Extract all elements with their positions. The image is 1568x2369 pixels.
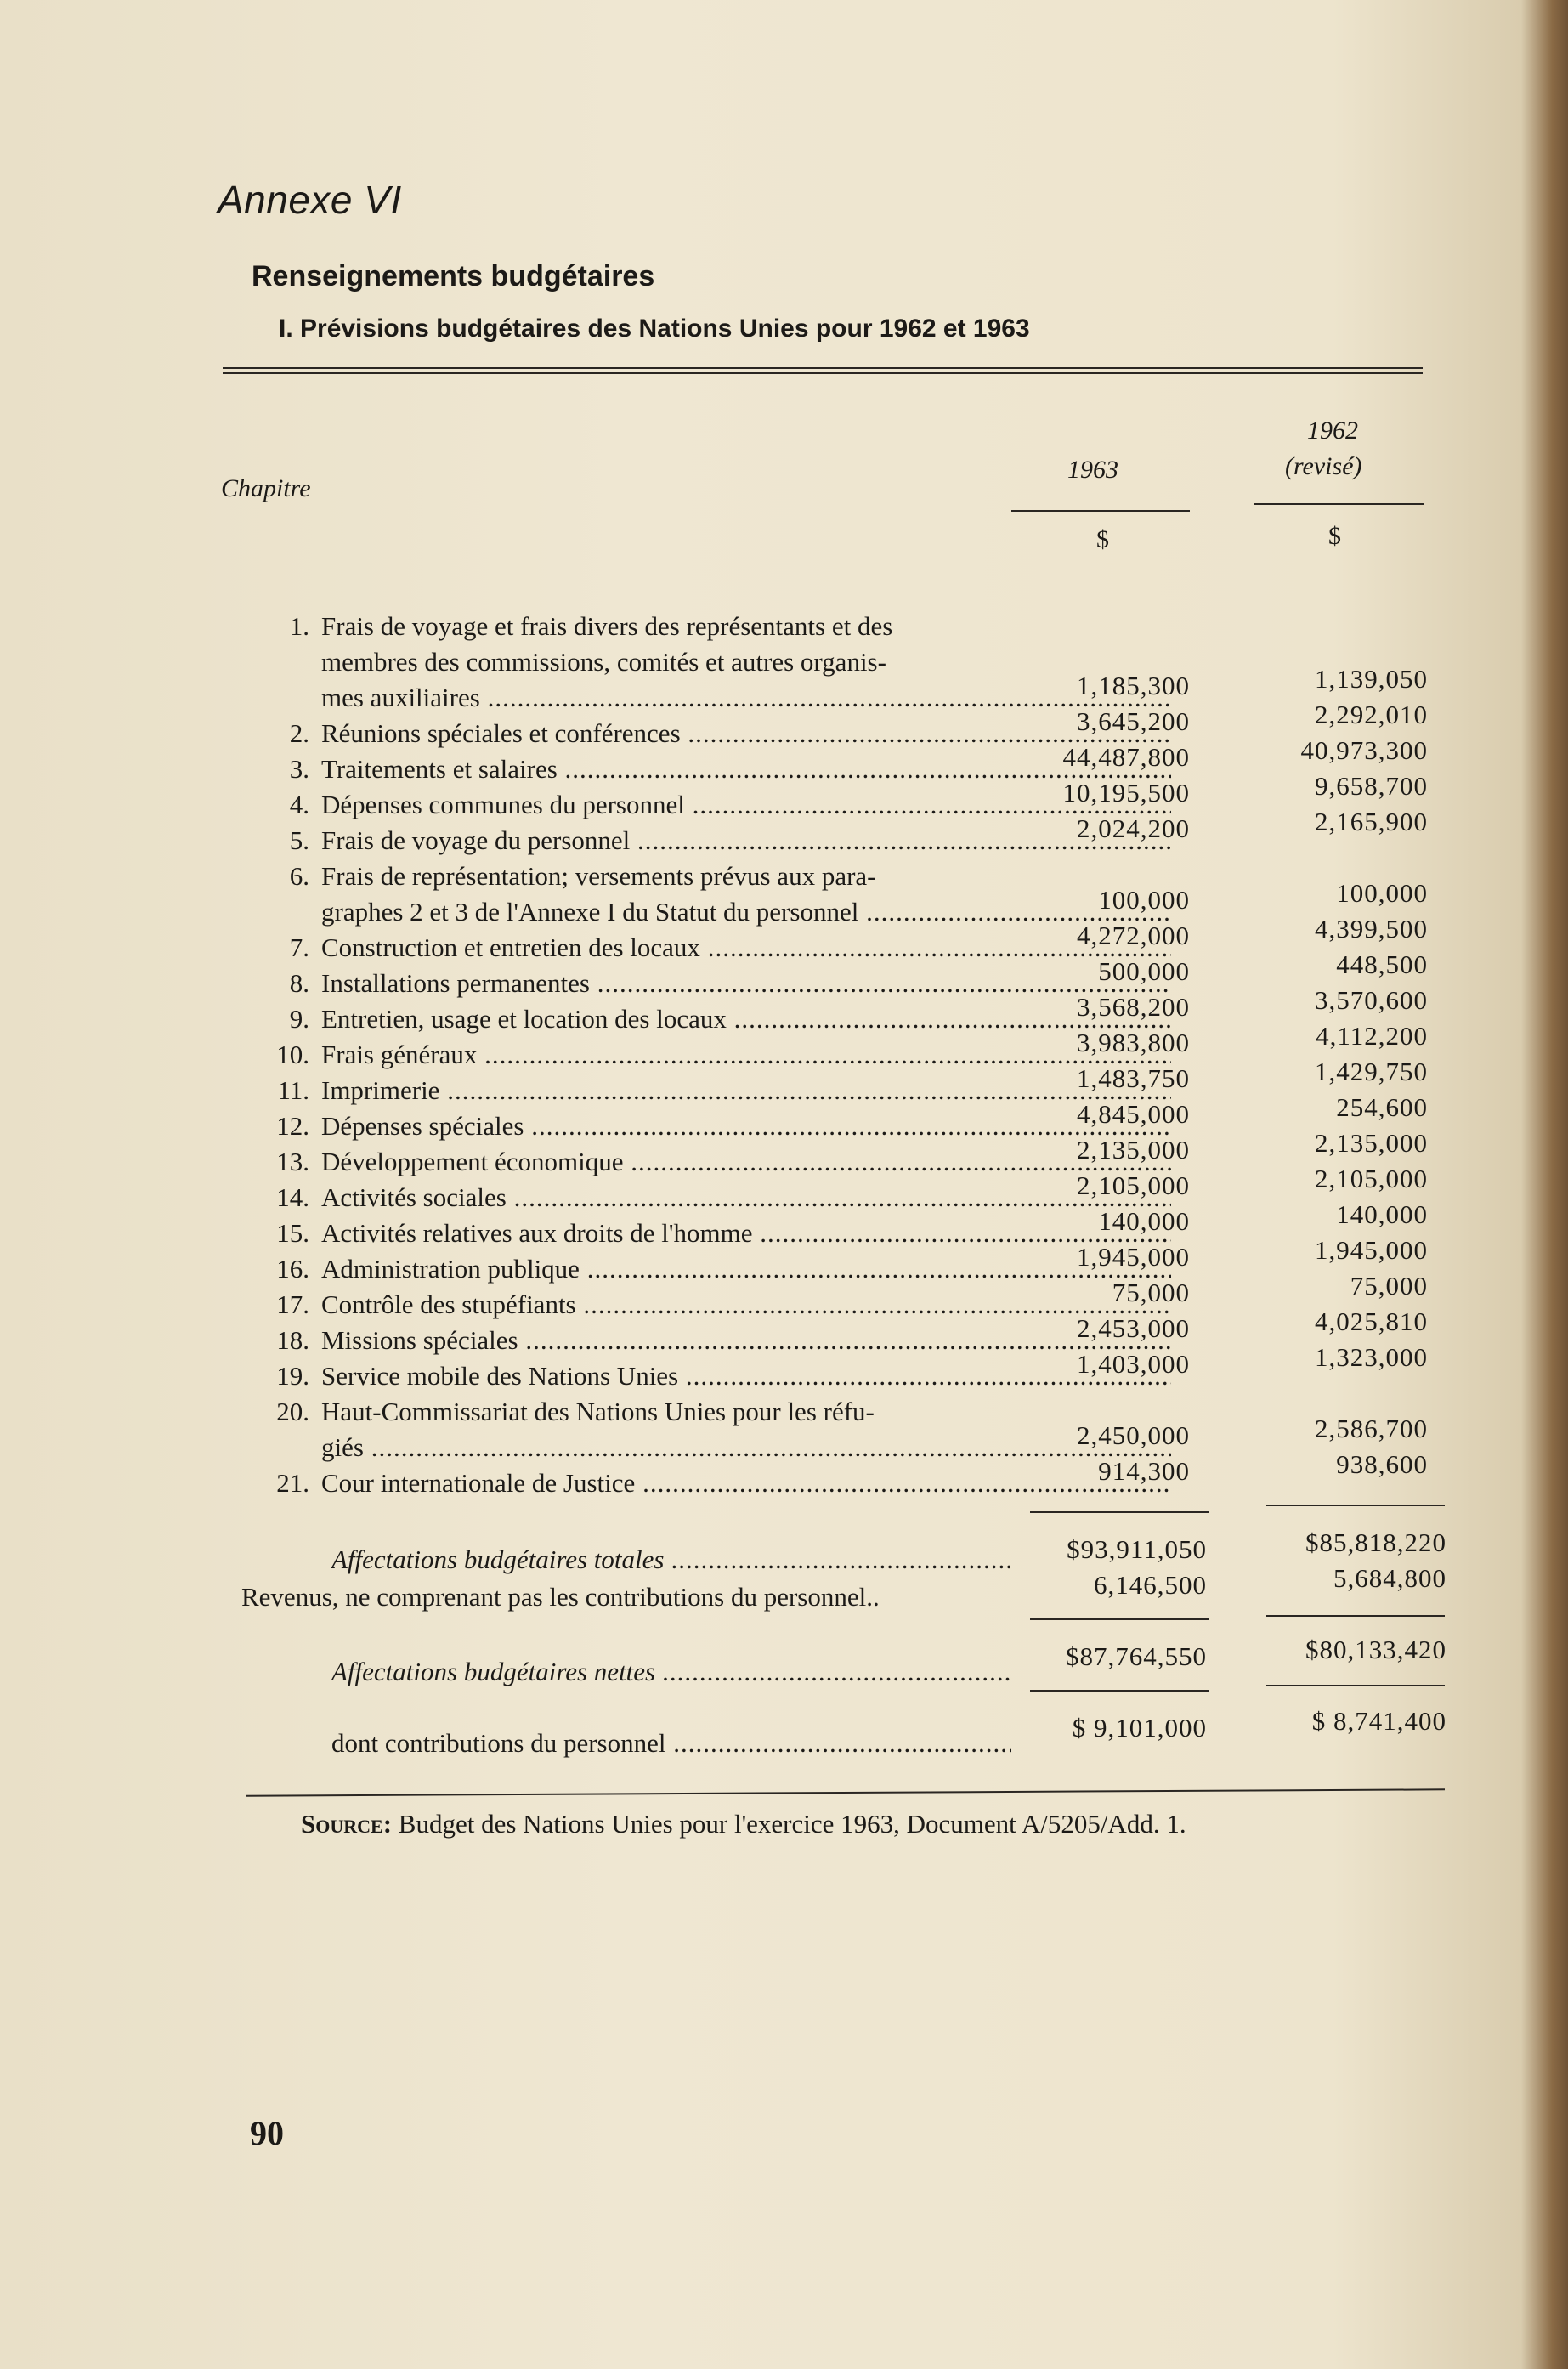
row-label-text: giés bbox=[321, 1432, 364, 1462]
value-1963: 1,403,000 bbox=[1077, 1349, 1190, 1379]
row-number: 3. bbox=[289, 754, 309, 784]
staff-contributions-1962: $ 8,741,400 bbox=[1311, 1706, 1446, 1736]
gross-total-label: Affectations budgétaires totales ..... bbox=[331, 1542, 1011, 1578]
value-1962: 2,586,700 bbox=[1315, 1414, 1428, 1443]
source-note bbox=[301, 1809, 1186, 1839]
row-number: 12. bbox=[276, 1111, 309, 1141]
row-number: 15. bbox=[276, 1218, 309, 1248]
row-label-text: Administration publique bbox=[321, 1254, 580, 1284]
row-label-text: Cour internationale de Justice bbox=[321, 1468, 636, 1498]
row-number: 20. bbox=[276, 1397, 309, 1426]
value-1963: 1,483,750 bbox=[1077, 1063, 1190, 1093]
row-label-text: Construction et entretien des locaux bbox=[321, 932, 700, 962]
row-label-text: Installations permanentes bbox=[321, 968, 590, 998]
value-1962: 2,292,010 bbox=[1315, 700, 1428, 729]
row-label-text: Activités relatives aux droits de l'homme bbox=[321, 1218, 753, 1248]
staff-contributions-1963: $ 9,101,000 bbox=[1072, 1713, 1207, 1743]
col-1963-header: 1963 bbox=[1067, 456, 1118, 484]
source-label: Source: bbox=[301, 1809, 393, 1839]
bottom-rule bbox=[246, 1788, 1445, 1796]
value-1963: 75,000 bbox=[1112, 1278, 1190, 1307]
col-1962-year-header: 1962 bbox=[1307, 417, 1358, 445]
row-label-text: Réunions spéciales et conférences bbox=[321, 718, 681, 748]
value-1962: 1,429,750 bbox=[1315, 1057, 1428, 1086]
section-title: Renseignements budgétaires bbox=[252, 260, 655, 292]
row-number: 8. bbox=[289, 968, 309, 998]
currency-1962: $ bbox=[1328, 522, 1341, 550]
row-label-text: mes auxiliaires bbox=[321, 683, 480, 712]
staff-contributions-label: dont contributions du personnel ..... bbox=[331, 1726, 1011, 1761]
row-number: 7. bbox=[289, 932, 309, 962]
row-label-text: Service mobile des Nations Unies bbox=[321, 1361, 679, 1391]
row-label-text: membres des commissions, comités et autres organis- bbox=[321, 647, 886, 677]
row-number: 18. bbox=[276, 1325, 309, 1355]
row-label-text: Traitements et salaires bbox=[321, 754, 558, 784]
value-1962: 2,105,000 bbox=[1315, 1164, 1428, 1193]
value-1963: 3,983,800 bbox=[1077, 1028, 1190, 1057]
table-title: I. Prévisions budgétaires des Nations Unies pour 1962 et 1963 bbox=[279, 315, 1030, 343]
income-1963: 6,146,500 bbox=[1094, 1570, 1207, 1600]
gross-total-1963: $93,911,050 bbox=[1067, 1534, 1207, 1564]
row-label-text: Entretien, usage et location des locaux bbox=[321, 1004, 727, 1034]
row-label-line bbox=[321, 609, 1282, 644]
value-1963: 1,185,300 bbox=[1077, 671, 1190, 700]
row-number: 21. bbox=[276, 1468, 309, 1498]
row-label-text: Dépenses spéciales bbox=[321, 1111, 524, 1141]
value-1962: 100,000 bbox=[1336, 878, 1428, 908]
value-1963: 914,300 bbox=[1098, 1456, 1190, 1486]
value-1963: 2,024,200 bbox=[1077, 813, 1190, 843]
row-number: 17. bbox=[276, 1289, 309, 1319]
gross-total-1962: $85,818,220 bbox=[1305, 1527, 1446, 1557]
row-number: 14. bbox=[276, 1182, 309, 1212]
value-1962: 448,500 bbox=[1336, 949, 1428, 979]
staff-rule-1962 bbox=[1266, 1685, 1445, 1686]
row-label-text: graphes 2 et 3 de l'Annexe I du Statut du personnel bbox=[321, 897, 859, 927]
value-1962: 254,600 bbox=[1336, 1092, 1428, 1122]
row-label-text: Activités sociales bbox=[321, 1182, 507, 1212]
value-1962: 938,600 bbox=[1336, 1449, 1428, 1479]
value-1963: 2,450,000 bbox=[1077, 1420, 1190, 1450]
value-1963: 3,645,200 bbox=[1077, 706, 1190, 736]
top-double-rule bbox=[223, 367, 1423, 374]
row-label-text: Missions spéciales bbox=[321, 1325, 518, 1355]
page-number: 90 bbox=[250, 2114, 284, 2152]
chapter-header: Chapitre bbox=[221, 474, 311, 502]
value-1962: 4,025,810 bbox=[1315, 1306, 1428, 1336]
value-1963: 100,000 bbox=[1098, 885, 1190, 915]
value-1963: 2,453,000 bbox=[1077, 1313, 1190, 1343]
value-1962: 4,399,500 bbox=[1315, 914, 1428, 944]
value-1962: 1,945,000 bbox=[1315, 1235, 1428, 1265]
value-1963: 4,845,000 bbox=[1077, 1099, 1190, 1129]
value-1963: 44,487,800 bbox=[1062, 742, 1190, 772]
row-number: 16. bbox=[276, 1254, 309, 1284]
annex-title: Annexe VI bbox=[218, 178, 402, 222]
net-total-1962: $80,133,420 bbox=[1305, 1635, 1446, 1664]
row-label-text: Frais de voyage et frais divers des représentants et des bbox=[321, 611, 893, 641]
value-1962: 2,165,900 bbox=[1315, 807, 1428, 836]
income-1962: 5,684,800 bbox=[1333, 1563, 1446, 1593]
value-1962: 1,323,000 bbox=[1315, 1342, 1428, 1372]
row-label-text: Frais de représentation; versements prévus aux para- bbox=[321, 861, 876, 891]
row-number: 11. bbox=[277, 1075, 309, 1105]
value-1962: 1,139,050 bbox=[1315, 664, 1428, 694]
net-total-label: Affectations budgétaires nettes ..... bbox=[331, 1654, 1011, 1690]
value-1962: 2,135,000 bbox=[1315, 1128, 1428, 1158]
value-1963: 500,000 bbox=[1098, 956, 1190, 986]
row-label-text: Dépenses communes du personnel bbox=[321, 790, 685, 819]
row-number: 2. bbox=[289, 718, 309, 748]
row-number: 9. bbox=[289, 1004, 309, 1034]
row-label-text: Imprimerie bbox=[321, 1075, 440, 1105]
row-number: 4. bbox=[289, 790, 309, 819]
row-number: 6. bbox=[289, 861, 309, 891]
row-label-text: Frais de voyage du personnel bbox=[321, 825, 631, 855]
row-label-text: Contrôle des stupéfiants bbox=[321, 1289, 576, 1319]
value-1962: 4,112,200 bbox=[1316, 1021, 1428, 1051]
value-1963: 3,568,200 bbox=[1077, 992, 1190, 1022]
source-text: Budget des Nations Unies pour l'exercice 1963, Document A/5205/Add. 1. bbox=[392, 1809, 1186, 1839]
row-number: 13. bbox=[276, 1147, 309, 1176]
value-1962: 140,000 bbox=[1336, 1199, 1428, 1229]
value-1962: 75,000 bbox=[1350, 1271, 1428, 1301]
row-number: 10. bbox=[276, 1040, 309, 1069]
value-1963: 2,105,000 bbox=[1077, 1170, 1190, 1200]
value-1962: 9,658,700 bbox=[1315, 771, 1428, 801]
row-label-text: Haut-Commissariat des Nations Unies pour les réfu- bbox=[321, 1397, 875, 1426]
staff-rule-1963 bbox=[1030, 1690, 1209, 1692]
value-1963: 140,000 bbox=[1098, 1206, 1190, 1236]
col-1962-header-rule bbox=[1254, 503, 1424, 505]
net-rule-1963 bbox=[1030, 1618, 1209, 1620]
subtotal-rule-1963 bbox=[1030, 1511, 1209, 1513]
value-1963: 4,272,000 bbox=[1077, 921, 1190, 950]
value-1962: 40,973,300 bbox=[1300, 735, 1428, 765]
row-label-text: Frais généraux bbox=[321, 1040, 478, 1069]
row-number: 5. bbox=[289, 825, 309, 855]
col-1962-note-header: (revisé) bbox=[1285, 452, 1362, 480]
value-1963: 1,945,000 bbox=[1077, 1242, 1190, 1272]
row-number: 19. bbox=[276, 1361, 309, 1391]
net-total-1963: $87,764,550 bbox=[1066, 1641, 1207, 1671]
col-1963-header-rule bbox=[1011, 510, 1190, 512]
value-1963: 10,195,500 bbox=[1062, 778, 1190, 808]
row-number: 1. bbox=[289, 611, 309, 641]
income-label: Revenus, ne comprenant pas les contributions du personnel.. bbox=[241, 1582, 880, 1612]
row-label-text: Développement économique bbox=[321, 1147, 624, 1176]
subtotal-rule-1962 bbox=[1266, 1505, 1445, 1506]
value-1963: 2,135,000 bbox=[1077, 1135, 1190, 1165]
value-1962: 3,570,600 bbox=[1315, 985, 1428, 1015]
currency-1963: $ bbox=[1096, 525, 1109, 553]
net-rule-1962 bbox=[1266, 1615, 1445, 1617]
